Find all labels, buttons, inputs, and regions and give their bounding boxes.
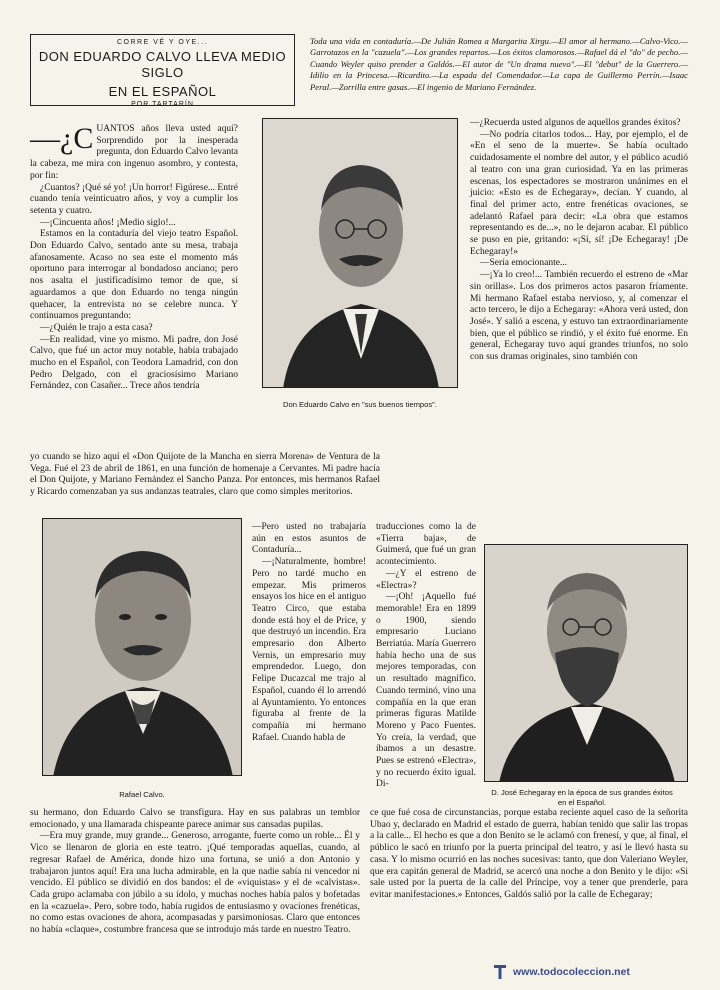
paragraph: —¡Naturalmente, hombre! Pero no tardé mucho en empezar. Mis primeros ensayos los hice en el antiguo Teatro Circo, que estaba donde está hoy el de Price, y que destruyó un incendio. Era empresario don Alberto Vernis, un empresario muy emprendedor. Luego, don Felipe Ducazcal me trajo al Español, cuando él lo arrendó al Ayuntamiento. Yo entonces figuraba al frente de la compañía mi hermano Rafael. Cuando habla de	[252, 557, 366, 743]
paragraph: —Sería emocionante...	[480, 258, 568, 269]
column-1-2-span	[30, 452, 380, 499]
byline: POR TARTARÍN	[131, 101, 194, 108]
paragraph: —No podría citarlos todos... Hay, por ejemplo, el de «En el seno de la muerte». Se había ocultado cuidadosamente el nombre del autor, y el público acudió al teatro con una gran curiosidad. Ya en las primeras escenas, los espectadores se mostraron unánimes en el juicio: «Esto es de Echegaray», decían. Y cuando, al final del primer acto, entre frenéticas ovaciones, se adelantó Rafael para decir: «La obra que estamos representando es de...», no le dejaron acabar. El público se puso en pie, gritando: «¡Sí, sí! ¡De Echegaray! ¡De Echegaray!»	[470, 129, 688, 257]
column-2-3-bottom	[370, 808, 688, 902]
column-3-top	[470, 118, 688, 364]
caption-line: D. José Echegaray en la época de sus grandes éxitos	[491, 788, 673, 797]
paragraph: —¡Cincuenta años! ¡Medio siglo!...	[40, 217, 176, 228]
paragraph: —¿Y el estreno de «Electra»?	[376, 568, 476, 591]
column-2-narrow	[252, 522, 366, 744]
paragraph: ¿Cuantos? ¡Qué sé yo! ¡Un horror! Figúrese... Entré cuando tenía veinticuatro años, y voy a cumplir los setenta y cuatro.	[30, 182, 238, 216]
paragraph: yo cuando se hizo aquí el «Don Quijote de la Mancha en sierra Morena» de Ventura de la Vega. Fué el 23 de abril de 1861, en una función de homenaje a Cervantes. Mi padre hacía el Don Quijote, y Mariano Fernández el Sancho Panza. Por entonces, mis hermanos Rafael y Ricardo comenzaban ya sus andanzas teatrales, claro que como simples meritorios.	[30, 452, 380, 498]
caption-line: en el Español.	[557, 798, 607, 807]
caption-rafael-calvo: Rafael Calvo.	[119, 790, 165, 799]
article-page	[30, 34, 688, 974]
headline-line2: EN EL ESPAÑOL	[108, 84, 217, 99]
caption-echegaray	[476, 788, 688, 808]
paragraph: —¡Ya lo creo!... También recuerdo el estreno de «Mar sin orillas». Los dos primeros actos pasaron fríamente. Mi hermano Rafael estaba nervioso, y, al comenzar el acto tercero, le dijo a Echegaray: «Ahora verá usted, don José». Y salió a escena, y estuvo tan extraordinariamente bien, que el público se rindió, y el éxito fué enorme. En general, Echegaray tuvo aquí grandes triunfos, no solo con sus dramas originales, sino también con	[470, 270, 688, 363]
paragraph: Estamos en la contaduría del viejo teatro Español. Don Eduardo Calvo, sentado ante su mesa, trabaja afanosamente. Acaso no sea este el momento más oportuno para interrogar al bondadoso anciano; pero nos asalta el justificadísimo temor de que, si aguardamos a que don Eduardo no tenga ningún quehacer, la entrevista no se celebre nunca. Y continuamos preguntando:	[30, 229, 238, 322]
column-3-narrow	[376, 522, 476, 791]
dropcap: —¿C	[30, 122, 94, 155]
tc-logo-icon	[492, 963, 508, 981]
portrait-illustration	[485, 545, 688, 782]
paragraph: traducciones como la de «Tierra baja», de Guimerá, que fué un gran acontecimiento.	[376, 522, 476, 568]
column-1-top	[30, 124, 238, 393]
photo-eduardo-calvo	[262, 118, 458, 388]
paragraph: —¡Oh! ¡Aquello fué memorable! Era en 1899 o 1900, siendo empresario Luciano Berriatúa. María Guerrero había hecho una de sus mejores temporadas, con un resultado magnífico. Cuando terminó, vino una compañía en la que eran primeras figuras Matilde Moreno y Paco Fuentes. Yo creía, la verdad, que íbamos a un desastre. Pues se estrenó «Electra», y no recuerdo éxito igual. Di-	[376, 592, 476, 790]
portrait-illustration	[43, 519, 242, 776]
watermark-link[interactable]	[492, 960, 712, 984]
photo-jose-echegaray	[484, 544, 688, 782]
paragraph: —¿Recuerda usted algunos de aquellos grandes éxitos?	[470, 118, 681, 128]
portrait-illustration	[263, 119, 458, 388]
paragraph: —Era muy grande, muy grande... Generoso, arrogante, fuerte como un roble... Él y Vico se llenaron de gloria en este teatro. ¡Qué temporadas aquellas, cuando, al regresar Rafael de América, donde hizo una fortuna, se unió a don Antonio y trabajaron juntos aquí! Era una lucha admirable, en la que nadie sabía ni vencedor ni vencido. El público se dividió en dos bandos: el de «viquistas» y el de «calvistas». Cada grupo aclamaba con júbilo a su ídolo, y muchas noches había palos y bofetadas en la «cazuela». Pero, sobre todo, había rugidos de entusiasmo y ovaciones frenéticas, no como estas ovaciones de ahora, acompasadas y parsimoniosas. Claro que entonces no había «claque», costumbre francesa que se introdujo más tarde en nuestro Teatro.	[30, 831, 360, 936]
paragraph: su hermano, don Eduardo Calvo se transfigura. Hay en sus palabras un temblor emocionado, y una llamarada chispeante parece animar sus cansadas pupilas.	[30, 808, 360, 830]
summary-text: Toda una vida en contaduría.—De Julián Romea a Margarita Xirgu.—El amor al hermano.—Calvo-Vico.—Garrotazos en la "cazuela".—Los grandes repartos.—Los éxitos clamorosos.—Rafael dá el "do" de pecho.—Cuando Weyler quiso prender a Galdós.—El autor de "Un drama nuevo".—El "debut" de la Guerrero.—Idilio en la Princesa.—Ricardito.—La espada del Comendador.—La capa de Guillermo Perrín.—Isaac Peral.—Zorrilla entre gasas.—El ingenio de Mariano Fernández.	[310, 36, 688, 92]
paragraph: —Pero usted no trabajaría aún en estos asuntos de Contaduría...	[252, 522, 366, 556]
headline-box	[30, 34, 295, 106]
paragraph: UANTOS años lleva usted aquí? Sorprendido por la inesperada pregunta, don Eduardo Calvo levanta la cabeza, me mira con ingenuo asombro, y contesta, por fin:	[30, 124, 238, 181]
paragraph: —¿Quién le trajo a esta casa?	[40, 322, 153, 333]
headline-line1: DON EDUARDO CALVO LLEVA MEDIO SIGLO	[38, 49, 287, 80]
photo-rafael-calvo	[42, 518, 242, 776]
paragraph: ce que fué cosa de circunstancias, porque estaba reciente aquel caso de la señorita Ubao y, declarado en Madrid el estado de guerra, habían tenido que salir las tropas a la calle... El hecho es que a don Benito se le aclamó con frenesí, y que, al final, el público le sacó en triunfo por la puerta principal del teatro, y así le llevó hasta su casa. Y lo mismo ocurrió en las noches sucesivas: tanto, que don Valeriano Weyler, que era capitán general de Madrid, se acercó una noche a don Benito y le dijo: «Si sale usted por la puerta de la calle del Príncipe, voy a tener que prenderle, para evitar manifestaciones.» Entonces, Galdós salió por la calle de Echegaray;	[370, 808, 688, 900]
paragraph: —En realidad, vine yo mismo. Mi padre, don José Calvo, que fué un actor muy notable, había trabajado mucho en el Español, con Teodora Lamadrid, con don Pedro Delgado, con el graciosísimo Mariano Fernández, con Casañer... Trece años tendría	[30, 334, 238, 392]
column-1-bottom	[30, 808, 360, 937]
watermark-text: www.todocoleccion.net	[513, 966, 630, 978]
kicker: CORRE VÉ Y OYE...	[117, 39, 208, 46]
caption-eduardo-calvo: Don Eduardo Calvo en "sus buenos tiempos".	[283, 400, 437, 409]
